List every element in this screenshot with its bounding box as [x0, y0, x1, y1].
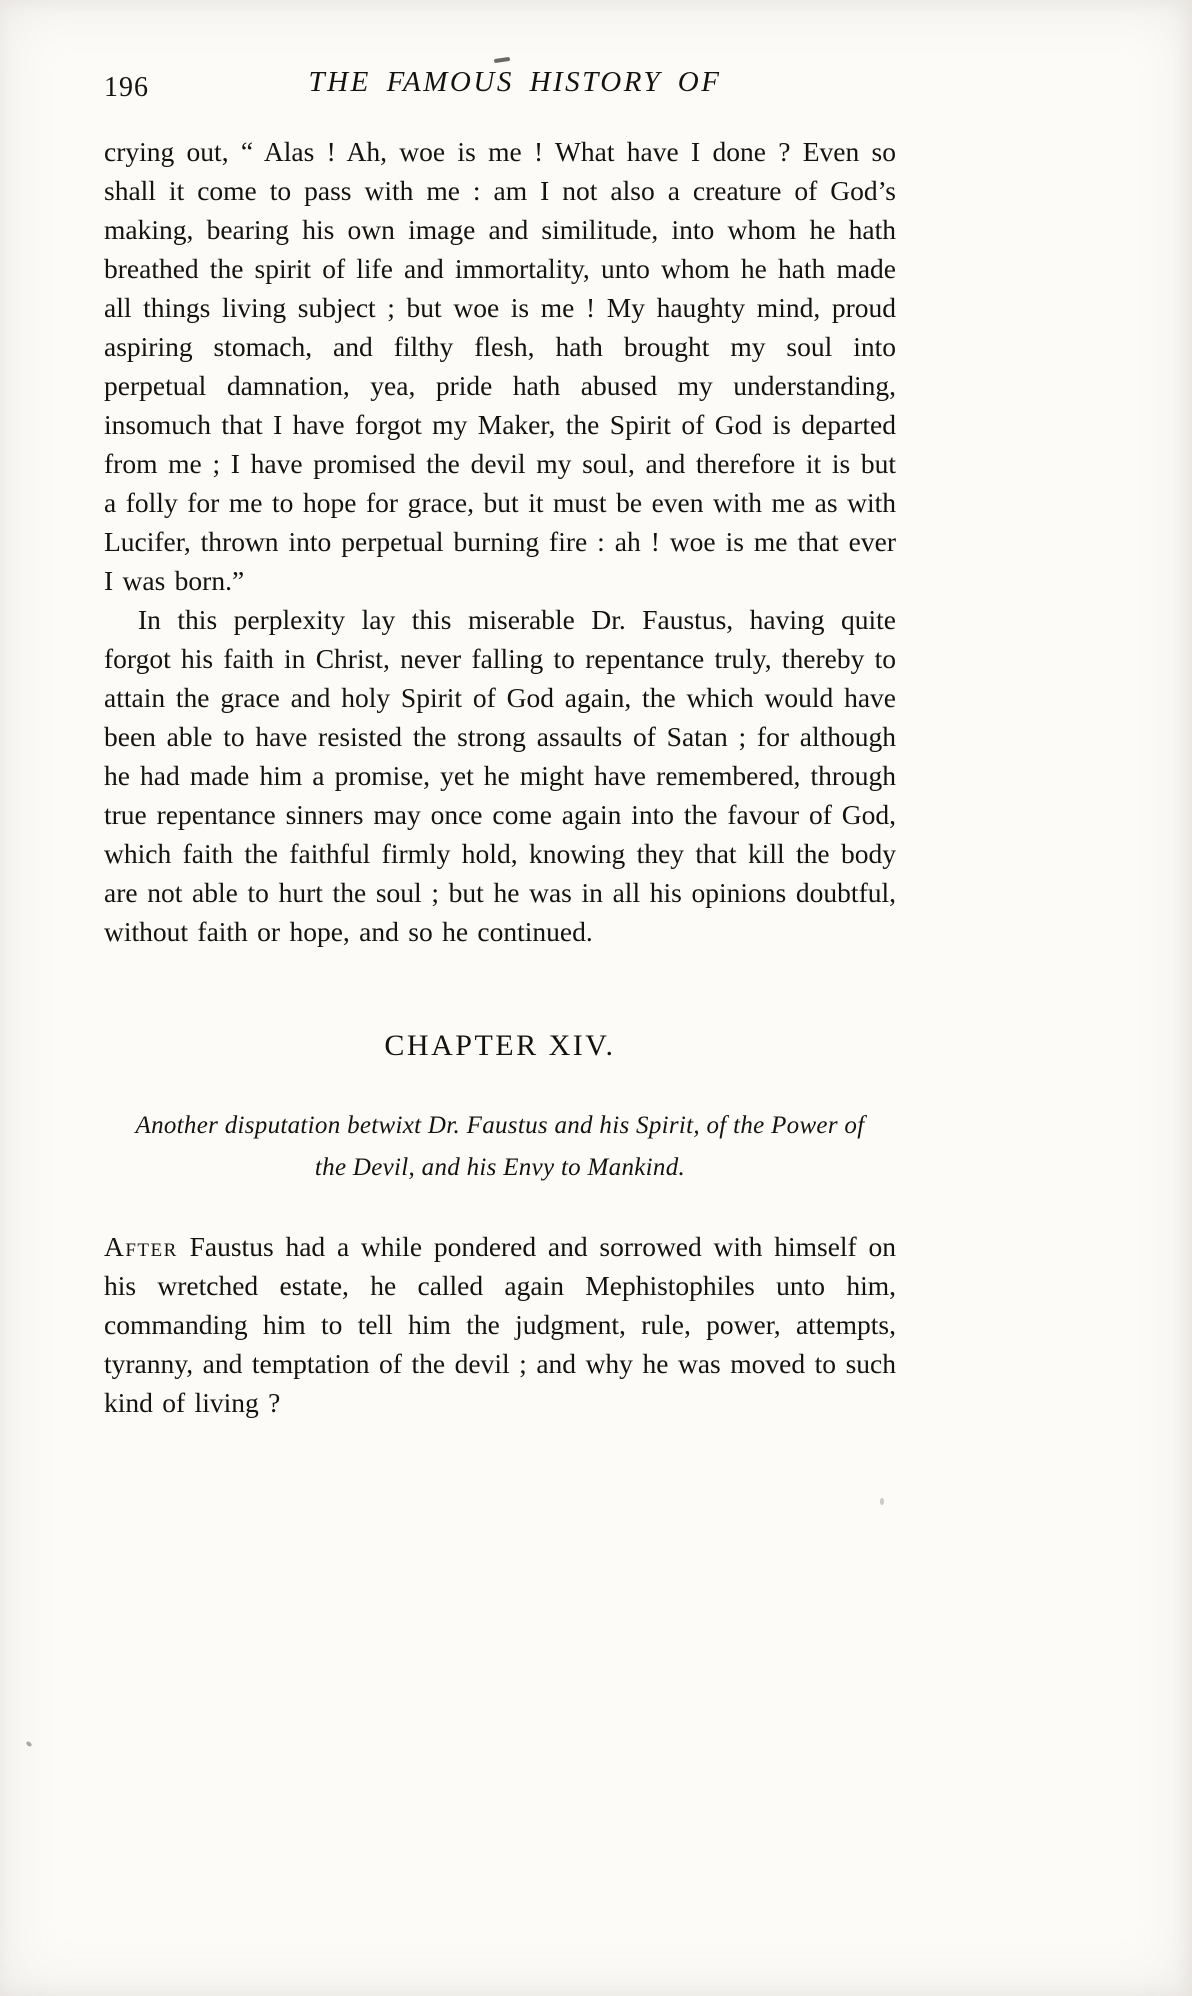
scan-artifact-dot [25, 1741, 32, 1748]
paragraph-continuation: crying out, “ Alas ! Ah, woe is me ! What have I done ? Even so shall it come to pass with me : am I not also a creature of God’s making, bearing his own image and similitude, into whom he hath breathed the spirit of life and immortality, unto whom he hath made all things living subject ; but woe is me ! My haughty mind, proud aspiring stomach, and filthy flesh, hath brought my soul into perpetual damnation, yea, pride hath abused my understanding, insomuch that I have forgot my Maker, the Spirit of God is departed from me ; I have promised the devil my soul, and therefore it is but a folly for me to hope for grace, but it must be even with me as with Lucifer, thrown into perpetual burning fire : ah ! woe is me that ever I was born.” [104, 136, 896, 596]
scan-artifact-speck [880, 1498, 884, 1505]
chapter-heading: CHAPTER XIV. [384, 1029, 616, 1062]
body-text [104, 132, 896, 951]
running-header-title: THE FAMOUS HISTORY OF [308, 66, 722, 98]
paragraph: In this perplexity lay this miserable Dr. Faustus, having quite forgot his faith in Christ, never falling to repentance truly, thereby to attain the grace and holy Spirit of God again, the which would have been able to have resisted the strong assaults of Satan ; for although he had made him a promise, yet he might have remembered, through true repentance sinners may once come again into the favour of God, which faith the faithful firmly hold, knowing they that kill the body are not able to hurt the soul ; but he was in all his opinions doubtful, without faith or hope, and so he continued. [104, 604, 896, 947]
chapter-paragraph-text: Faustus had a while pondered and sorrowed with himself on his wretched estate, he called again Mephistophiles unto him, commanding him to tell him the judgment, rule, power, attempts, tyranny, and temptation of the devil ; and why he was moved to such kind of living ? [104, 1231, 896, 1418]
chapter-subtitle: Another disputation betwixt Dr. Faustus and his Spirit, of the Power of the Devil, and his Envy to Mankind. [135, 1112, 865, 1181]
chapter-opening-paragraph [104, 1227, 896, 1422]
text-block [104, 66, 896, 1422]
lead-word: After [104, 1231, 178, 1262]
scan-artifact-mark [494, 57, 510, 63]
page-number: 196 [104, 72, 149, 103]
running-head [104, 66, 896, 110]
